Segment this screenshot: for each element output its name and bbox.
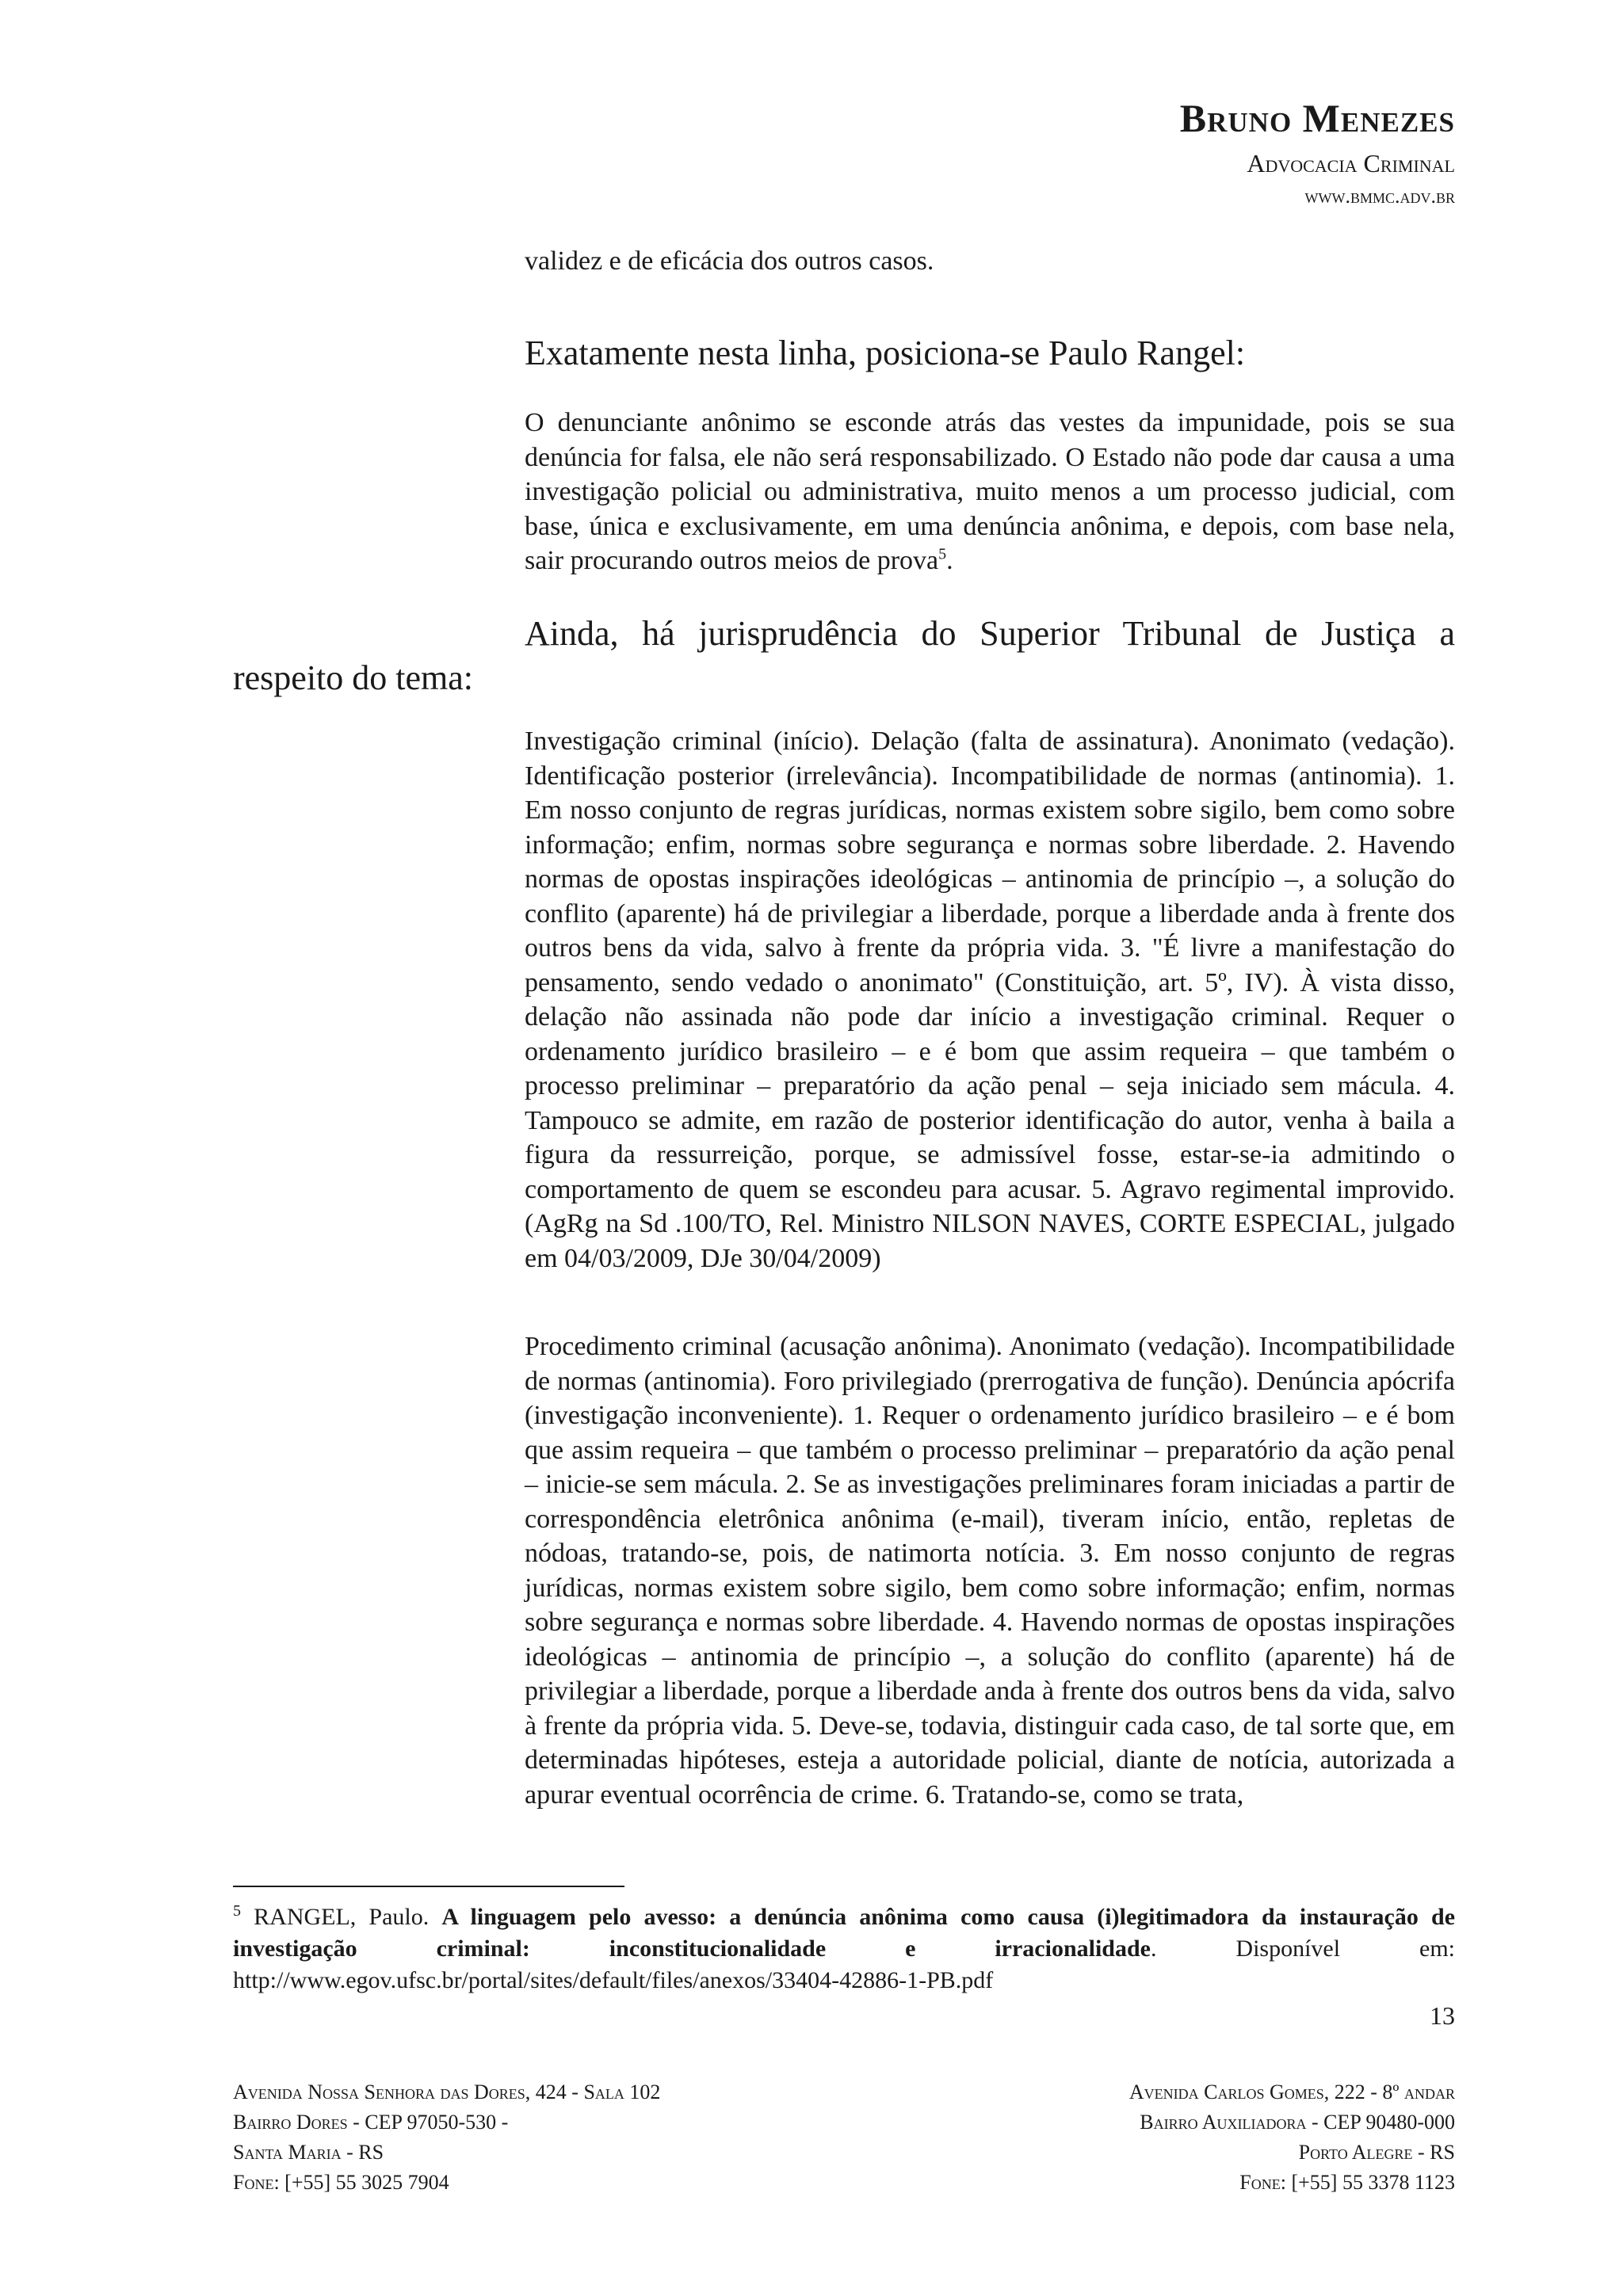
- footnote-source: . Disponível em: http://www.egov.ufsc.br/portal/sites/default/files/anexos/33404-42886-1-PB.pdf: [233, 1936, 1455, 1993]
- letterhead: [1180, 93, 1455, 212]
- block-quote-stj-2: Procedimento criminal (acusação anônima). Anonimato (vedação). Incompatibilidade de normas (antinomia). Foro privilegiado (prerrogativa de função). Denúncia apócrifa (investigação inconveniente). 1. Requer o ordenamento jurídico brasileiro – e é bom que assim requeira – que também o processo preliminar – preparatório da ação penal – inicie-se sem mácula. 2. Se as investigações preliminares foram iniciadas a partir de correspondência eletrônica anônima (e-mail), tiveram início, então, repletas de nódoas, tratando-se, pois, de natimorta notícia. 3. Em nosso conjunto de regras jurídicas, normas existem sobre sigilo, bem como sobre informação; enfim, normas sobre segurança e normas sobre liberdade. 4. Havendo normas de opostas inspirações ideológicas – antinomia de princípio –, a solução do conflito (aparente) há de privilegiar a liberdade, porque a liberdade anda à frente dos outros bens da vida, salvo à frente da própria vida. 5. Deve-se, todavia, distinguir cada caso, de tal sorte que, em determinadas hipóteses, esteja a autoridade policial, diante de notícia, autorizada a apurar eventual ocorrência de crime. 6. Tratando-se, como se trata,: [525, 1332, 1455, 1810]
- footnote-divider: [233, 1886, 624, 1887]
- footer-left-phone: Fone: [+55] 55 3025 7904: [233, 2171, 449, 2194]
- quote-end: .: [946, 546, 953, 575]
- firm-website: www.bmmc.adv.br: [1304, 185, 1455, 208]
- footer-left-district: Bairro Dores - CEP 97050-530 -: [233, 2111, 509, 2134]
- firm-name: Bruno Menezes: [1179, 96, 1455, 140]
- footer-address-santa-maria: [233, 2077, 660, 2198]
- firm-subtitle: Advocacia Criminal: [1247, 149, 1455, 177]
- footnote-author: RANGEL, Paulo.: [254, 1904, 430, 1930]
- footer-right-city: Porto Alegre - RS: [1298, 2141, 1455, 2164]
- section-heading-rangel: Exatamente nesta linha, posiciona-se Paulo Rangel:: [525, 334, 1246, 372]
- section-heading-stj: Ainda, há jurisprudência do Superior Tribunal de Justiça a: [525, 614, 1455, 653]
- footer-right-district: Bairro Auxiliadora - CEP 90480-000: [1140, 2111, 1455, 2134]
- footnote-title: A linguagem pelo avesso: a denúncia anônima como causa (i)legitimadora da instauração de investigação criminal: inconstitucionalidade e irracionalidade: [233, 1904, 1456, 1962]
- section-heading-stj-continuation: respeito do tema:: [233, 658, 474, 697]
- footer-right-phone: Fone: [+55] 55 3378 1123: [1239, 2171, 1455, 2194]
- footer-right-street: Avenida Carlos Gomes, 222 - 8º andar: [1128, 2081, 1455, 2103]
- block-quote-rangel: [525, 406, 1455, 578]
- footer-left-city: Santa Maria - RS: [233, 2141, 384, 2164]
- continuation-text: validez e de eficácia dos outros casos.: [525, 246, 934, 276]
- page-number: 13: [1430, 2001, 1455, 2030]
- footer-left-street: Avenida Nossa Senhora das Dores, 424 - Sala 102: [233, 2081, 661, 2103]
- quote-text: O denunciante anônimo se esconde atrás das vestes da impunidade, pois se sua denúncia for falsa, ele não será responsabilizado. O Estado não pode dar causa a uma investigação policial ou administrativa, muito menos a um processo judicial, com base, única e exclusivamente, em uma denúncia anônima, e depois, com base nela, sair procurando outros meios de prova: [525, 408, 1455, 575]
- footer-address-porto-alegre: [1129, 2077, 1455, 2198]
- block-quote-stj-1: Investigação criminal (início). Delação (falta de assinatura). Anonimato (vedação). Identificação posterior (irrelevância). Incompatibilidade de normas (antinomia). 1. Em nosso conjunto de regras jurídicas, normas existem sobre sigilo, bem como sobre informação; enfim, normas sobre segurança e normas sobre liberdade. 2. Havendo normas de opostas inspirações ideológicas – antinomia de princípio –, a solução do conflito (aparente) há de privilegiar a liberdade, porque a liberdade anda à frente dos outros bens da vida, salvo à frente da própria vida. 3. "É livre a manifestação do pensamento, sendo vedado o anonimato" (Constituição, art. 5º, IV). À vista disso, delação não assinada não pode dar início a investigação criminal. Requer o ordenamento jurídico brasileiro – e é bom que assim requeira – que também o processo preliminar – preparatório da ação penal – seja iniciado sem mácula. 4. Tampouco se admite, em razão de posterior identificação do autor, venha à baila a figura da ressurreição, porque, se admissível fosse, estar-se-ia admitindo o comportamento de quem se escondeu para acusar. 5. Agravo regimental improvido. (AgRg na Sd .100/TO, Rel. Ministro NILSON NAVES, CORTE ESPECIAL, julgado em 04/03/2009, DJe 30/04/2009): [525, 727, 1455, 1273]
- footnote: [233, 1901, 1455, 1997]
- footnote-number: 5: [233, 1902, 241, 1920]
- footnote-reference: 5: [938, 545, 947, 563]
